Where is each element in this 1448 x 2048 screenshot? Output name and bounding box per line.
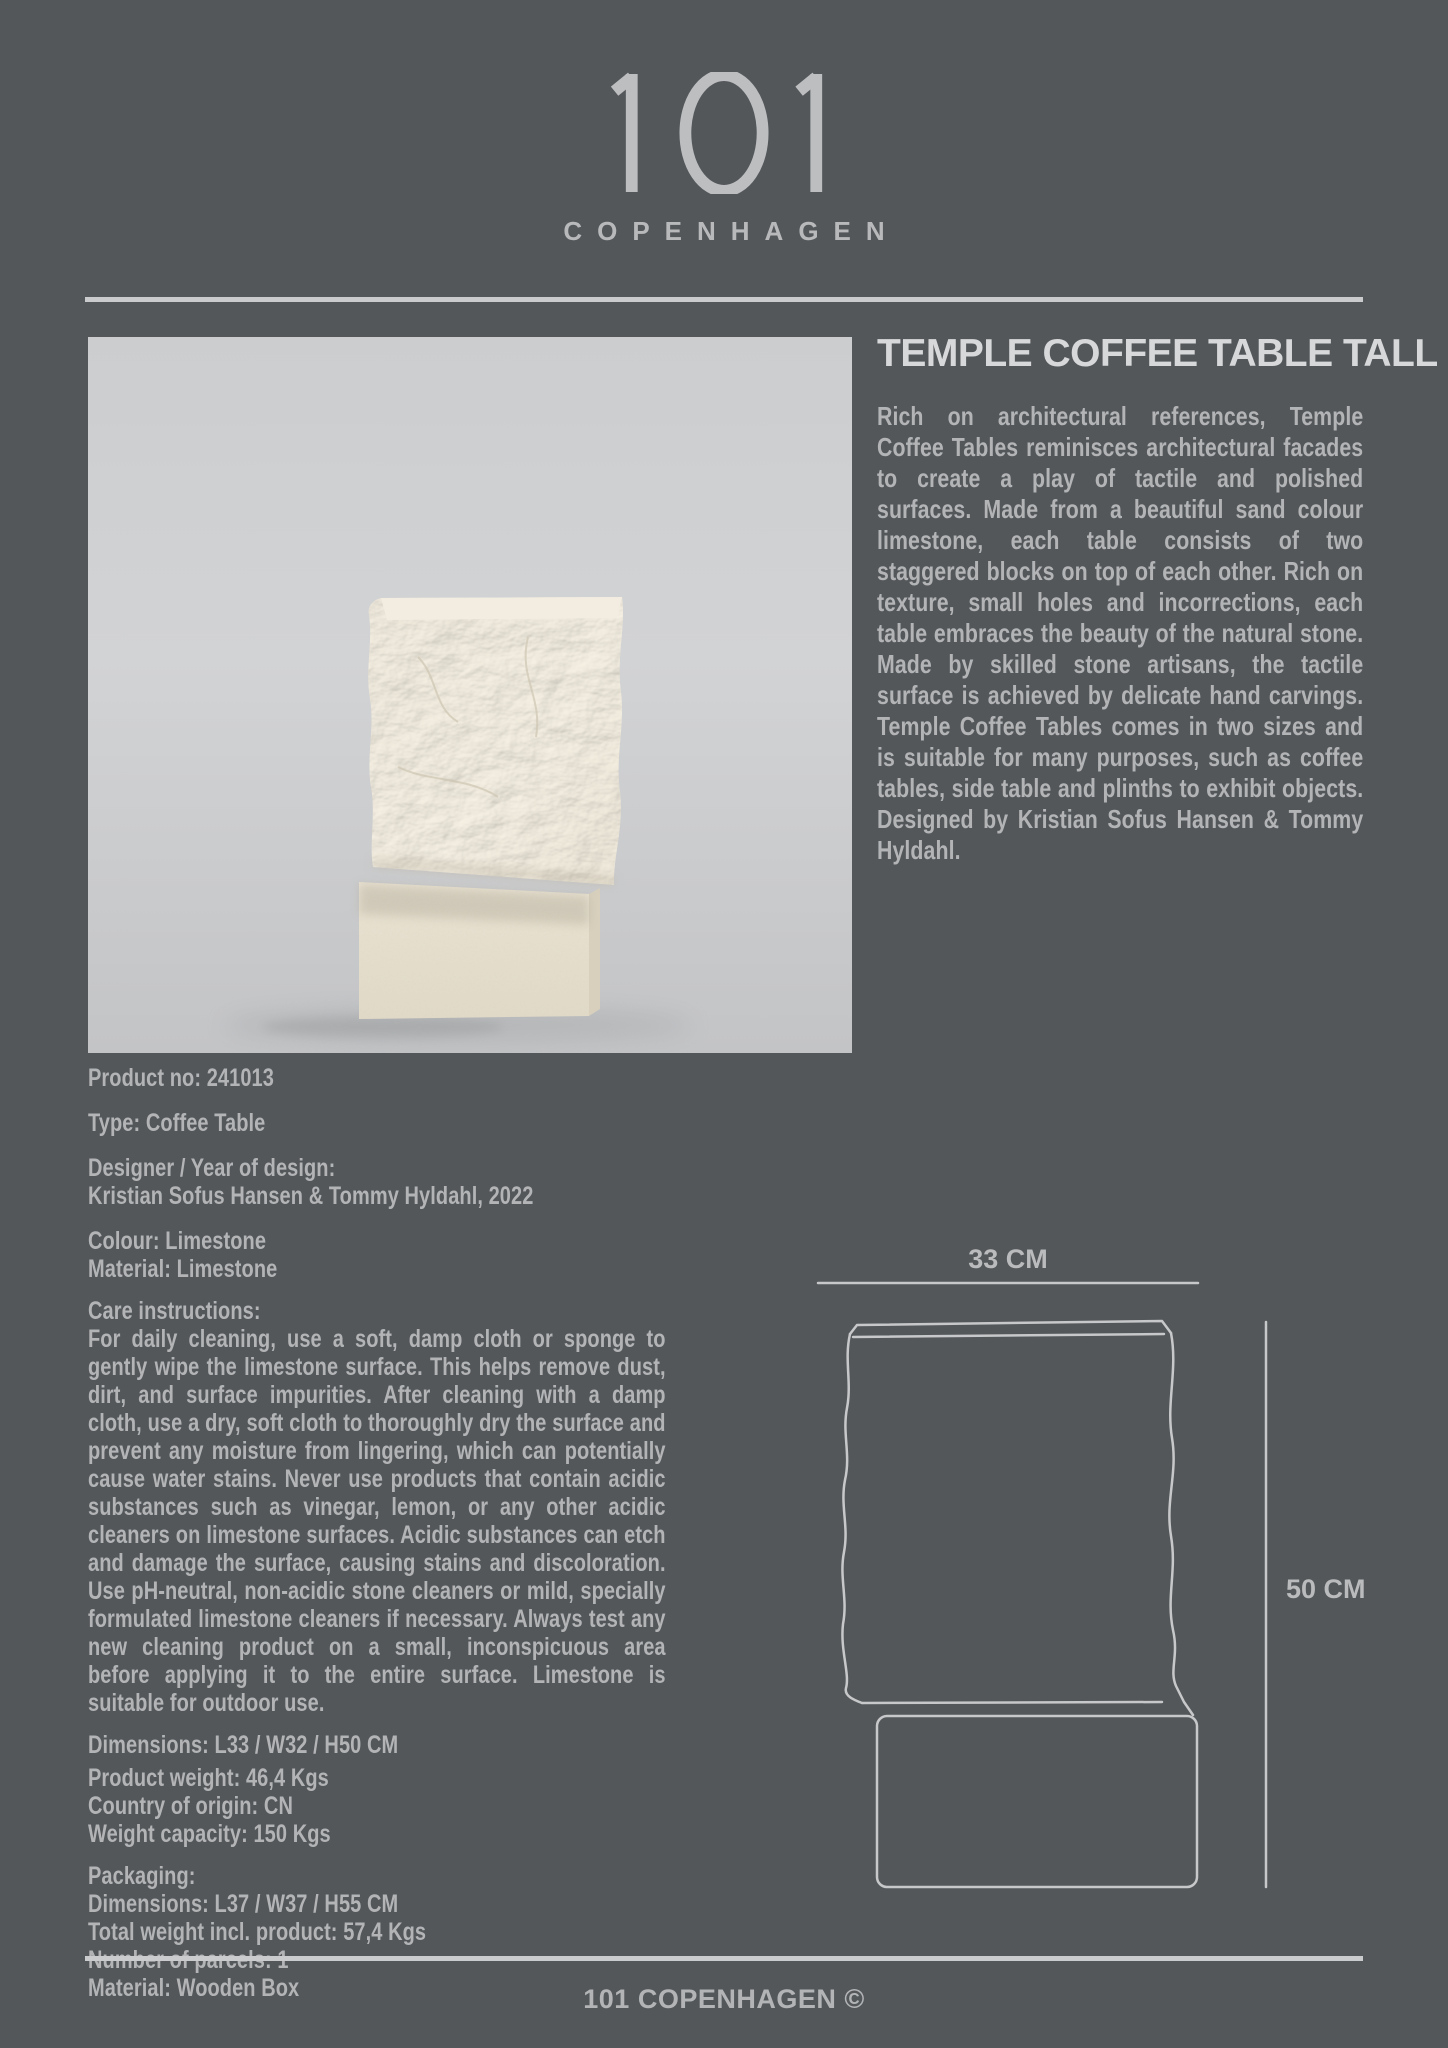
height-dimension-label: 50 CM xyxy=(1286,1574,1366,1604)
photo-upper-block xyxy=(368,597,623,885)
spec-care-text: For daily cleaning, use a soft, damp cloth or sponge to gently wipe the limestone surface. This helps remove dust, dirt, and surface impurities. After cleaning with a damp cloth, use a dry, soft cloth to thoroughly dry the surface and prevent any moisture from lingering, which can potentially cause water stains. Never use products that contain acidic substances such as vinegar, lemon, or any other acidic cleaners on limestone surfaces. Acidic substances can etch and damage the surface, causing stains and discoloration. Use pH-neutral, non-acidic stone cleaners or mild, specially formulated limestone cleaners if necessary. Always test any new cleaning product on a small, inconspicuous area before applying it to the entire surface. Limestone is suitable for outdoor use. xyxy=(88,1325,666,1717)
spec-designer xyxy=(88,1154,666,1210)
header-divider xyxy=(85,297,1363,302)
spec-product-no: Product no: 241013 xyxy=(88,1064,274,1092)
spec-colour-material xyxy=(88,1227,666,1283)
spec-packaging xyxy=(88,1862,666,2002)
product-description-column xyxy=(877,401,1363,866)
photo-lower-block xyxy=(359,882,600,1019)
spec-weight-capacity: Weight capacity: 150 Kgs xyxy=(88,1820,331,1848)
spec-packaging-dimensions: Dimensions: L37 / W37 / H55 CM xyxy=(88,1890,399,1918)
width-dimension-label: 33 CM xyxy=(968,1244,1048,1274)
dimension-diagram xyxy=(800,1230,1370,1906)
spec-designer-value: Kristian Sofus Hansen & Tommy Hyldahl, 2022 xyxy=(88,1182,534,1210)
spec-type: Type: Coffee Table xyxy=(88,1109,266,1137)
spec-weights xyxy=(88,1764,666,1848)
brand-wordmark: COPENHAGEN xyxy=(563,216,900,246)
footer-divider xyxy=(85,1956,1363,1961)
spec-packaging-label: Packaging: xyxy=(88,1862,196,1890)
spec-care-label: Care instructions: xyxy=(88,1297,261,1325)
lower-block-outline xyxy=(877,1716,1197,1887)
spec-packaging-total-weight: Total weight incl. product: 57,4 Kgs xyxy=(88,1918,427,1946)
spec-country-of-origin: Country of origin: CN xyxy=(88,1792,293,1820)
logo-101-icon xyxy=(606,72,842,194)
brand-header xyxy=(0,72,1448,247)
spec-dimensions: Dimensions: L33 / W32 / H50 CM xyxy=(88,1731,399,1759)
product-photo xyxy=(88,337,852,1053)
page-title: TEMPLE COFFEE TABLE TALL xyxy=(877,332,1438,375)
spec-care xyxy=(88,1297,666,1717)
footer-copyright: 101 COPENHAGEN © xyxy=(583,1984,865,2014)
product-description: Rich on architectural references, Temple Coffee Tables reminisces architectural facades to create a play of tactile and polished surfaces. Made from a beautiful sand colour limestone, each table consists of two staggered blocks on top of each other. Rich on texture, small holes and incorrections, each table embraces the beauty of the natural stone. Made by skilled stone artisans, the tactile surface is achieved by delicate hand carvings. Temple Coffee Tables comes in two sizes and is suitable for many purposes, such as coffee tables, side table and plinths to exhibit objects. Designed by Kristian Sofus Hansen & Tommy Hyldahl. xyxy=(877,401,1364,865)
spec-packaging-material: Material: Wooden Box xyxy=(88,1974,300,2002)
spec-colour: Colour: Limestone xyxy=(88,1227,267,1255)
spec-material: Material: Limestone xyxy=(88,1255,278,1283)
spec-column xyxy=(88,1064,666,2019)
spec-product-weight: Product weight: 46,4 Kgs xyxy=(88,1764,329,1792)
upper-block-outline xyxy=(842,1321,1193,1715)
spec-designer-label: Designer / Year of design: xyxy=(88,1154,336,1182)
